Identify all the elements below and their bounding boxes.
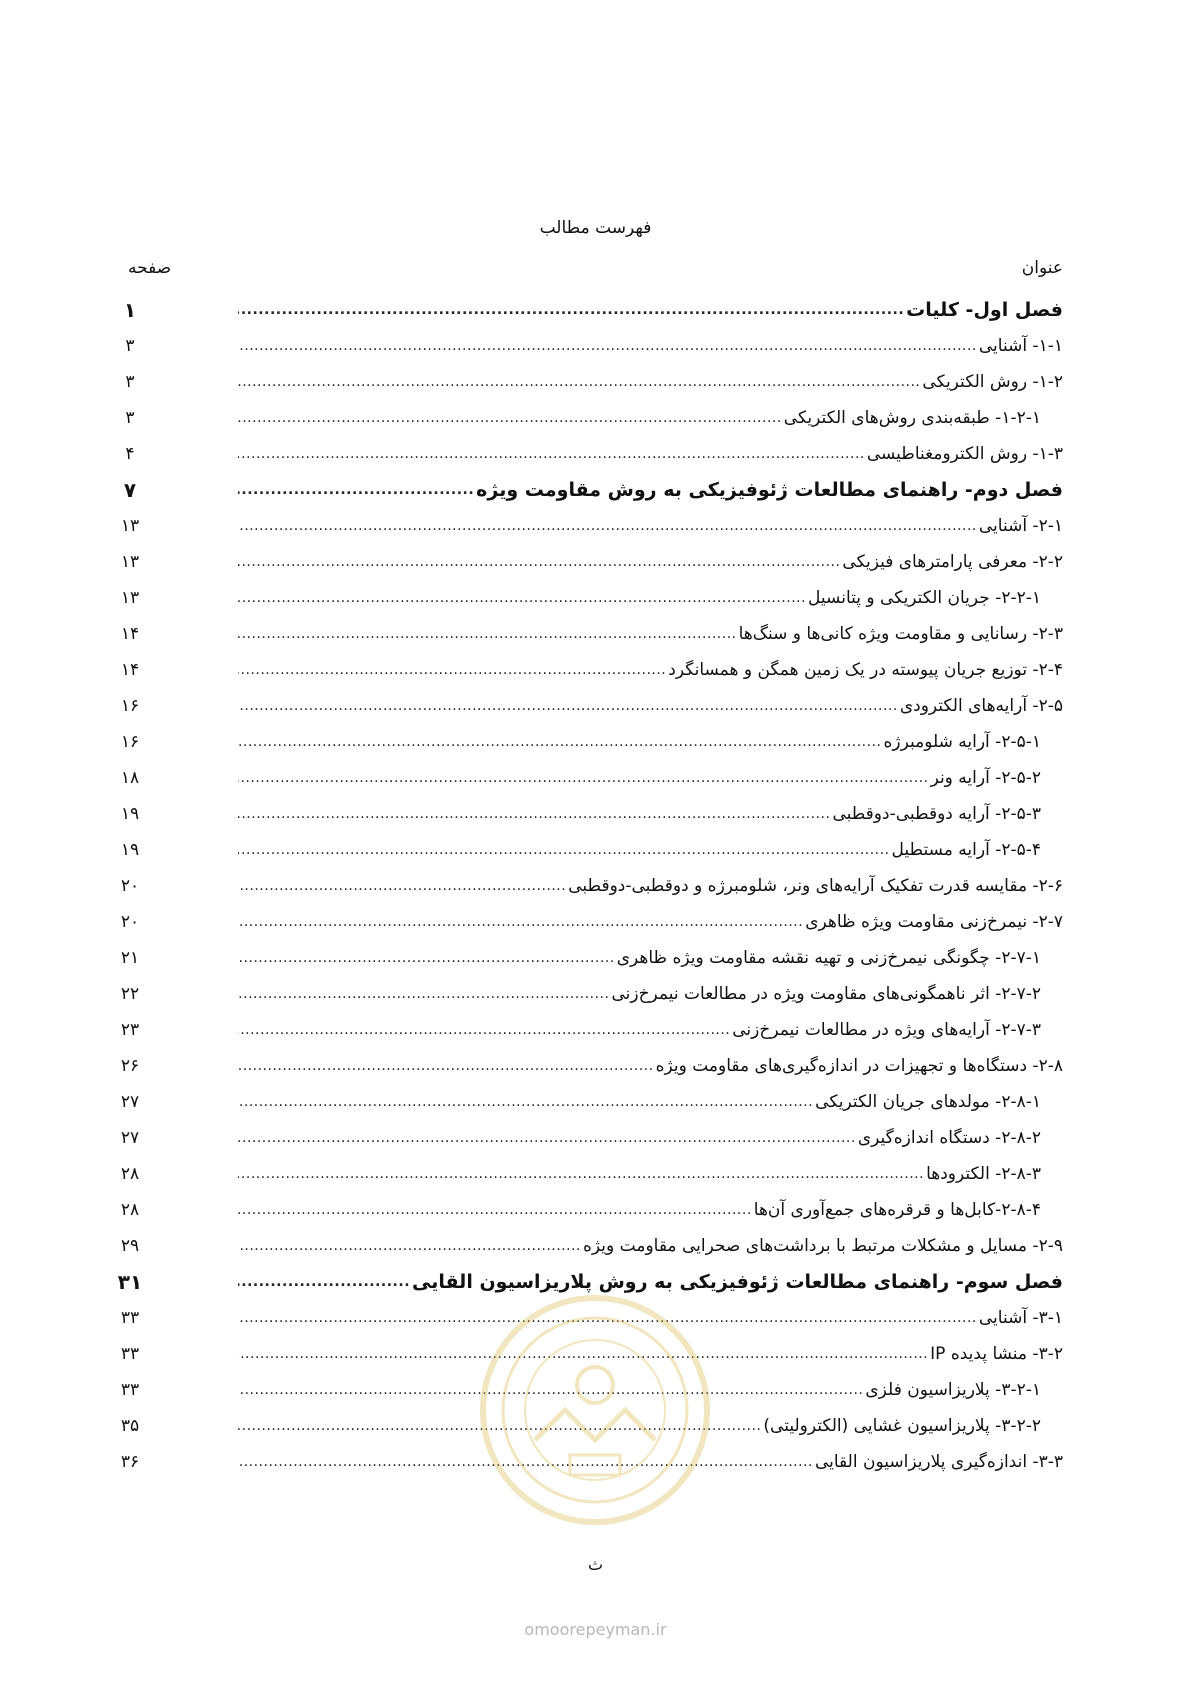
toc-entry-title: ۳-۲-۲- پلاریزاسیون غشایی (الکترولیتی)	[763, 1416, 1041, 1436]
toc-page-number: ۲۱	[120, 948, 140, 968]
toc-row	[110, 395, 1063, 431]
toc-leader-dots	[238, 621, 737, 647]
toc-row	[110, 539, 1063, 575]
toc-chapter-row	[110, 287, 1063, 323]
toc-entry-title: ۳-۳- اندازه‌گیری پلاریزاسیون القایی	[814, 1452, 1063, 1472]
toc-entry-title: ۳-۲-۱- پلاریزاسیون فلزی	[865, 1380, 1041, 1400]
toc-entry-title: ۳-۱- آشنایی	[978, 1308, 1063, 1328]
toc-page-number: ۳	[125, 336, 135, 356]
toc-page-number: ۲۲	[120, 984, 140, 1004]
toc-row	[110, 431, 1063, 467]
toc-leader-dots	[238, 981, 609, 1007]
toc-page-number: ۲۹	[120, 1236, 140, 1256]
toc-entry-title: فصل دوم- راهنمای مطالعات ژئوفیزیکی به روش مقاومت ویژه	[476, 479, 1063, 501]
toc-entry-title: ۲-۳- رسانایی و مقاومت ویژه کانی‌ها و سنگ‌ها	[738, 624, 1063, 644]
toc-page-number: ۱۳	[120, 588, 140, 608]
toc-page-number: ۷	[123, 478, 137, 502]
toc-page-number: ۲۸	[120, 1200, 140, 1220]
toc-entry-title: ۲-۷-۱- چگونگی نیمرخ‌زنی و تهیه نقشه مقاومت ویژه ظاهری	[616, 948, 1041, 968]
toc-row	[110, 1079, 1063, 1115]
toc-page-number: ۳۳	[120, 1308, 140, 1328]
toc-row	[110, 863, 1063, 899]
toc-page-number: ۲۷	[120, 1128, 140, 1148]
toc-entry-title: ۲-۸- دستگاه‌ها و تجهیزات در اندازه‌گیری‌های مقاومت ویژه	[655, 1056, 1063, 1076]
toc-leader-dots	[238, 1125, 856, 1151]
toc-page-number: ۳	[125, 372, 135, 392]
toc-entry-title: ۲-۸-۲- دستگاه اندازه‌گیری	[857, 1128, 1041, 1148]
toc-page-number: ۱۸	[120, 768, 140, 788]
toc-entry-title: ۳-۲- منشا پدیده IP	[930, 1344, 1063, 1364]
column-header-page: صفحه	[128, 258, 172, 278]
toc-leader-dots	[238, 477, 474, 503]
toc-entry-title: ۲-۷- نیمرخ‌زنی مقاومت ویژه ظاهری	[805, 912, 1063, 932]
toc-page-number: ۱۹	[120, 840, 140, 860]
toc-row	[110, 971, 1063, 1007]
toc-row	[110, 1187, 1063, 1223]
toc-page-number: ۳۳	[120, 1380, 140, 1400]
toc-page-number: ۱	[123, 298, 137, 322]
toc-leader-dots	[238, 297, 904, 323]
toc-page-number: ۲۷	[120, 1092, 140, 1112]
toc-entry-title: فصل سوم- راهنمای مطالعات ژئوفیزیکی به روش پلاریزاسیون القایی	[412, 1271, 1063, 1293]
toc-entry-title: ۲-۴- توزیع جریان پیوسته در یک زمین همگن و همسانگرد	[668, 660, 1063, 680]
toc-leader-dots	[238, 837, 890, 863]
toc-entry-title: ۲-۲-۱- جریان الکتریکی و پتانسیل	[808, 588, 1041, 608]
toc-row	[110, 1115, 1063, 1151]
toc-entry-title: ۱-۲-۱- طبقه‌بندی روش‌های الکتریکی	[783, 408, 1041, 428]
toc-leader-dots	[238, 873, 566, 899]
toc-entry-title: ۲-۶- مقایسه قدرت تفکیک آرایه‌های ونر، شلومبرژه و دوقطبی-دوقطبی	[568, 876, 1063, 896]
toc-entry-title: ۲-۸-۳- الکترودها	[926, 1164, 1041, 1184]
toc-entry-title: ۲-۵-۲- آرایه ونر	[930, 768, 1041, 788]
toc-entry-title: ۲-۸-۱- مولدهای جریان الکتریکی	[815, 1092, 1041, 1112]
toc-page-number: ۳۶	[120, 1452, 140, 1472]
toc-leader-dots	[238, 549, 840, 575]
toc-page-number: ۳۵	[120, 1416, 140, 1436]
column-header-title: عنوان	[1021, 258, 1063, 278]
toc-entry-title: ۲-۲- معرفی پارامترهای فیزیکی	[842, 552, 1063, 572]
toc-entry-title: ۲-۵-۱- آرایه شلومبرژه	[883, 732, 1041, 752]
toc-chapter-row	[110, 467, 1063, 503]
toc-leader-dots	[238, 405, 782, 431]
toc-leader-dots	[238, 1269, 410, 1295]
toc-row	[110, 1223, 1063, 1259]
toc-page-number: ۳۱	[117, 1270, 143, 1294]
toc-row	[110, 575, 1063, 611]
toc-entry-title: ۲-۵-۴- آرایه مستطیل	[891, 840, 1041, 860]
toc-entry-title: ۲-۷-۳- آرایه‌های ویژه در مطالعات نیمرخ‌زنی	[732, 1020, 1041, 1040]
toc-page-number: ۲۰	[120, 912, 140, 932]
toc-leader-dots	[238, 1017, 730, 1043]
toc-leader-dots	[238, 693, 898, 719]
toc-row	[110, 611, 1063, 647]
toc-entry-title: ۲-۱- آشنایی	[978, 516, 1063, 536]
toc-page-number: ۲۳	[120, 1020, 140, 1040]
toc-page-number: ۳۳	[120, 1344, 140, 1364]
toc-leader-dots	[238, 909, 803, 935]
watermark-seal-icon	[475, 1290, 715, 1530]
toc-row	[110, 359, 1063, 395]
toc-page-number: ۱۳	[120, 516, 140, 536]
toc-leader-dots	[238, 765, 929, 791]
toc-row	[110, 647, 1063, 683]
toc-row	[110, 827, 1063, 863]
toc-row	[110, 323, 1063, 359]
toc-leader-dots	[238, 657, 666, 683]
toc-page-number: ۳	[125, 408, 135, 428]
toc-entry-title: ۲-۸-۴-کابل‌ها و قرقره‌های جمع‌آوری آن‌ها	[753, 1200, 1041, 1220]
toc-entry-title: ۱-۲- روش الکتریکی	[922, 372, 1063, 392]
toc-row	[110, 683, 1063, 719]
toc-leader-dots	[238, 1053, 654, 1079]
toc-page-number: ۱۴	[120, 660, 140, 680]
toc-row	[110, 935, 1063, 971]
toc-row	[110, 1007, 1063, 1043]
toc-row	[110, 503, 1063, 539]
toc-entry-title: ۲-۷-۲- اثر ناهمگونی‌های مقاومت ویژه در مطالعات نیمرخ‌زنی	[611, 984, 1041, 1004]
toc-leader-dots	[238, 1089, 813, 1115]
page-number: ث	[587, 1555, 604, 1574]
toc-entry-title: ۲-۵- آرایه‌های الکترودی	[899, 696, 1063, 716]
toc-leader-dots	[238, 513, 977, 539]
toc-page-number: ۲۶	[120, 1056, 140, 1076]
toc-page-number: ۱۶	[120, 732, 140, 752]
toc-leader-dots	[238, 945, 615, 971]
toc-page-number: ۲۰	[120, 876, 140, 896]
toc-leader-dots	[238, 585, 806, 611]
toc-entry-title: ۲-۵-۳- آرایه دوقطبی-دوقطبی	[832, 804, 1041, 824]
toc-row	[110, 1151, 1063, 1187]
toc-row	[110, 755, 1063, 791]
toc-leader-dots	[238, 441, 865, 467]
toc-leader-dots	[238, 801, 830, 827]
toc-page-number: ۲۸	[120, 1164, 140, 1184]
toc-page-number: ۱۳	[120, 552, 140, 572]
toc-row	[110, 719, 1063, 755]
toc-page-number: ۱۶	[120, 696, 140, 716]
toc-leader-dots	[238, 333, 977, 359]
toc-leader-dots	[238, 729, 881, 755]
toc-leader-dots	[238, 1233, 581, 1259]
toc-row	[110, 899, 1063, 935]
toc-entry-title: ۱-۱- آشنایی	[978, 336, 1063, 356]
watermark-site: omoorepeyman.ir	[524, 1620, 667, 1639]
toc-page-number: ۱۴	[120, 624, 140, 644]
toc-leader-dots	[238, 1161, 924, 1187]
toc-page-number: ۴	[125, 444, 135, 464]
toc-title: فهرست مطالب	[539, 218, 652, 238]
toc-row	[110, 1043, 1063, 1079]
toc-entry-title: فصل اول- کلیات	[906, 299, 1063, 321]
toc-row	[110, 791, 1063, 827]
toc-page-number: ۱۹	[120, 804, 140, 824]
toc-leader-dots	[238, 369, 920, 395]
toc-entry-title: ۲-۹- مسایل و مشکلات مرتبط با برداشت‌های صحرایی مقاومت ویژه	[583, 1236, 1063, 1256]
toc-entry-title: ۱-۳- روش الکترومغناطیسی	[866, 444, 1063, 464]
toc-leader-dots	[238, 1197, 752, 1223]
